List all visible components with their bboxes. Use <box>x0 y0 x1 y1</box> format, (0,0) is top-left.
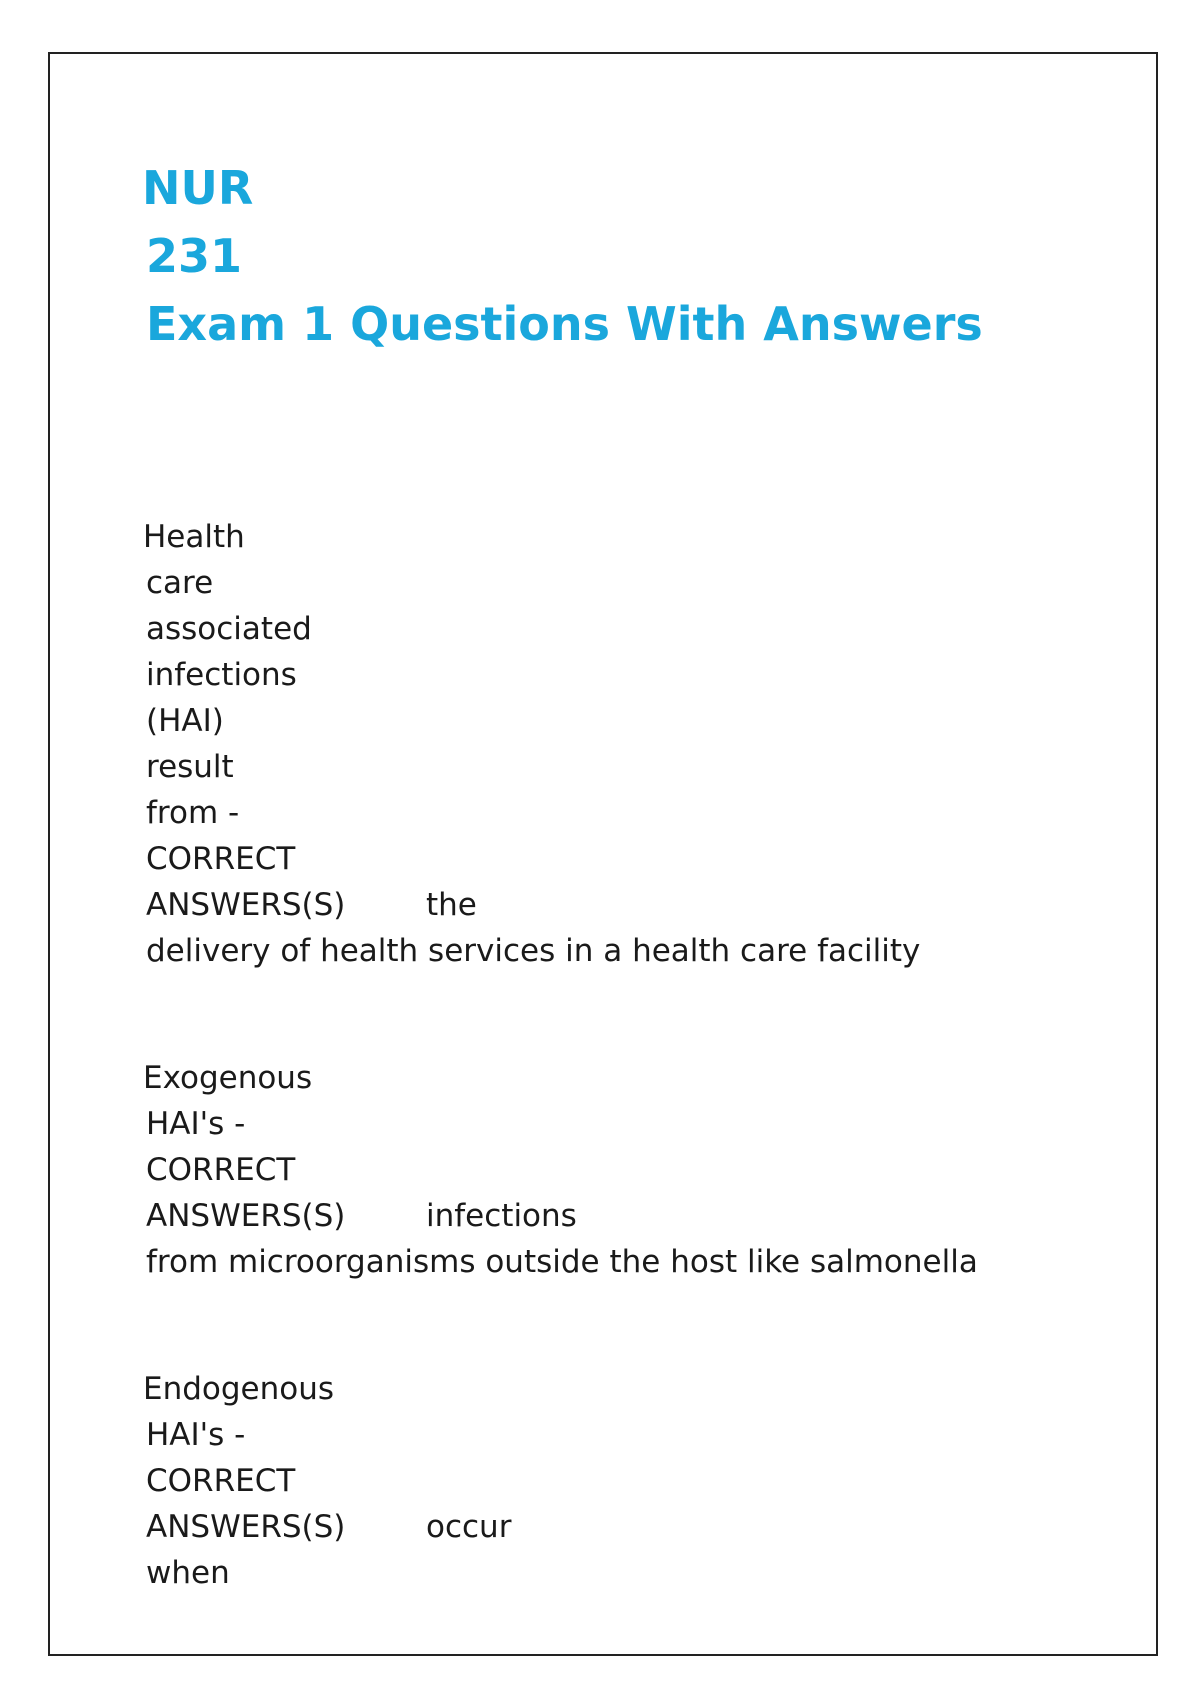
qa-item <box>143 514 921 974</box>
question-line: (HAI) <box>146 703 224 739</box>
question-line: result <box>146 749 234 785</box>
answer-line <box>146 1193 978 1239</box>
question-line: infections <box>146 657 297 693</box>
question-line: Endogenous <box>143 1371 335 1407</box>
question-line: Health <box>143 519 245 555</box>
answer-text: when <box>146 1555 230 1591</box>
question-line: associated <box>146 611 312 647</box>
answer-line <box>146 882 920 928</box>
answer-label: ANSWERS(S) <box>146 1198 346 1234</box>
question-line: HAI's - <box>146 1417 246 1453</box>
answer-line <box>146 1504 511 1550</box>
title-line-number: 231 <box>146 229 243 283</box>
question-line: care <box>146 565 214 601</box>
answer-start: occur <box>426 1509 512 1545</box>
answer-start: infections <box>426 1198 577 1234</box>
answer-label: ANSWERS(S) <box>146 887 346 923</box>
title-line-course: NUR <box>142 161 254 215</box>
question-line: Exogenous <box>143 1060 313 1096</box>
question-line: CORRECT <box>146 1463 296 1499</box>
title-line-subtitle: Exam 1 Questions With Answers <box>146 297 983 351</box>
question-line: from - <box>146 795 240 831</box>
answer-text: from microorganisms outside the host like salmonella <box>146 1244 978 1280</box>
answer-label: ANSWERS(S) <box>146 1509 346 1545</box>
question-line: CORRECT <box>146 1152 296 1188</box>
question-line: HAI's - <box>146 1106 246 1142</box>
document-title <box>142 154 983 358</box>
question-line: CORRECT <box>146 841 296 877</box>
qa-item <box>143 1366 512 1596</box>
answer-start: the <box>426 887 477 923</box>
qa-item <box>143 1055 978 1285</box>
answer-text: delivery of health services in a health care facility <box>146 933 921 969</box>
document-page <box>48 52 1158 1656</box>
